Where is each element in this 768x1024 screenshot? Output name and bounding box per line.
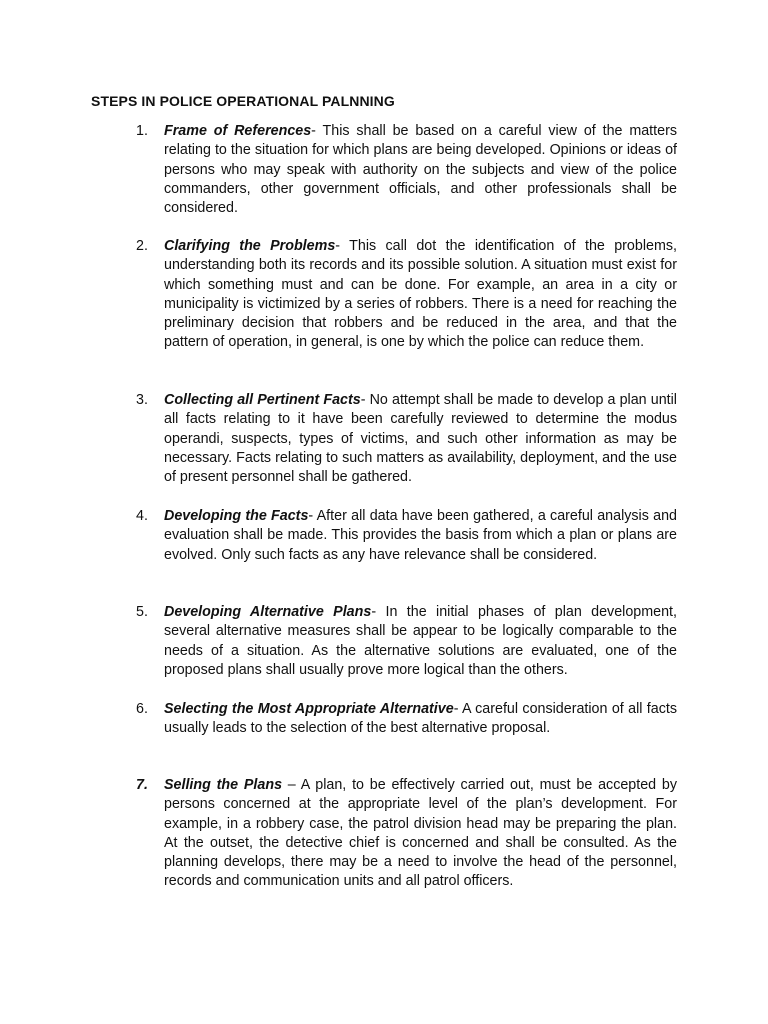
item-number: 3. [136, 392, 148, 408]
list-item [136, 603, 677, 680]
list-item [136, 700, 677, 739]
item-body [164, 237, 677, 353]
item-text: – A plan, to be effectively carried out, must be accepted by persons concerned at the appropriate level of the plan’s development. For example, in a robbery case, the patrol division head may be preparing the plan. At the outset, the detective chief is concerned and shall be consulted. As the planning develops, there may be a need to involve the head of the personnel, records and communication units and all patrol officers. [164, 777, 677, 890]
item-body [164, 700, 677, 739]
item-body [164, 603, 677, 680]
item-body [164, 776, 677, 892]
item-number: 1. [136, 123, 148, 139]
item-body [164, 507, 677, 565]
item-term: Developing the Facts [164, 508, 309, 524]
list-item [136, 776, 677, 892]
item-text: - In the initial phases of plan development, several alternative measures shall be appear to be logically comparable to the needs of a situation. As the alternative solutions are evaluated, one of the proposed plans shall usually prove more logical than the others. [164, 604, 677, 678]
item-term: Collecting all Pertinent Facts [164, 392, 361, 408]
item-text: - No attempt shall be made to develop a plan until all facts relating to it have been carefully reviewed to determine the modus operandi, suspects, types of victims, and such other information as may be necessary. Facts relating to such matters as availability, deployment, and the use of present personnel shall be gathered. [164, 392, 677, 486]
item-body [164, 391, 677, 487]
document-title: STEPS IN POLICE OPERATIONAL PALNNING [91, 93, 395, 109]
item-number: 2. [136, 238, 148, 254]
item-term: Frame of References [164, 123, 312, 139]
list-item [136, 237, 677, 353]
item-text: - After all data have been gathered, a careful analysis and evaluation shall be made. This provides the basis from which a plan or plans are evolved. Only such facts as any have relevance shall be considered. [164, 508, 678, 563]
list-item [136, 391, 677, 487]
item-number: 5. [136, 604, 148, 620]
item-term: Clarifying the Problems [164, 238, 336, 254]
item-term: Selling the Plans [164, 777, 283, 793]
item-text: - This shall be based on a careful view of the matters relating to the situation for which plans are being developed. Opinions or ideas of persons who may speak with authority on the subjects and view of the police commanders, other government officials, and other professionals shall be considered. [164, 123, 677, 217]
item-text: - A careful consideration of all facts usually leads to the selection of the best alternative proposal. [164, 701, 677, 737]
item-number: 4. [136, 508, 148, 524]
item-term: Selecting the Most Appropriate Alternative [164, 701, 454, 717]
item-body [164, 122, 677, 218]
item-text: - This call dot the identification of the problems, understanding both its records and its possible solution. A situation must exist for which something must and can be done. For example, an area in a city or municipality is victimized by a series of robbers. There is a need for reaching the preliminary decision that robbers and be reduced in the area, and that the pattern of operation, in general, is one by which the police can reduce them. [164, 238, 677, 351]
list-item [136, 507, 677, 565]
item-number: 6. [136, 701, 148, 717]
list-item [136, 122, 677, 218]
item-term: Developing Alternative Plans [164, 604, 372, 620]
item-number: 7. [136, 777, 148, 793]
